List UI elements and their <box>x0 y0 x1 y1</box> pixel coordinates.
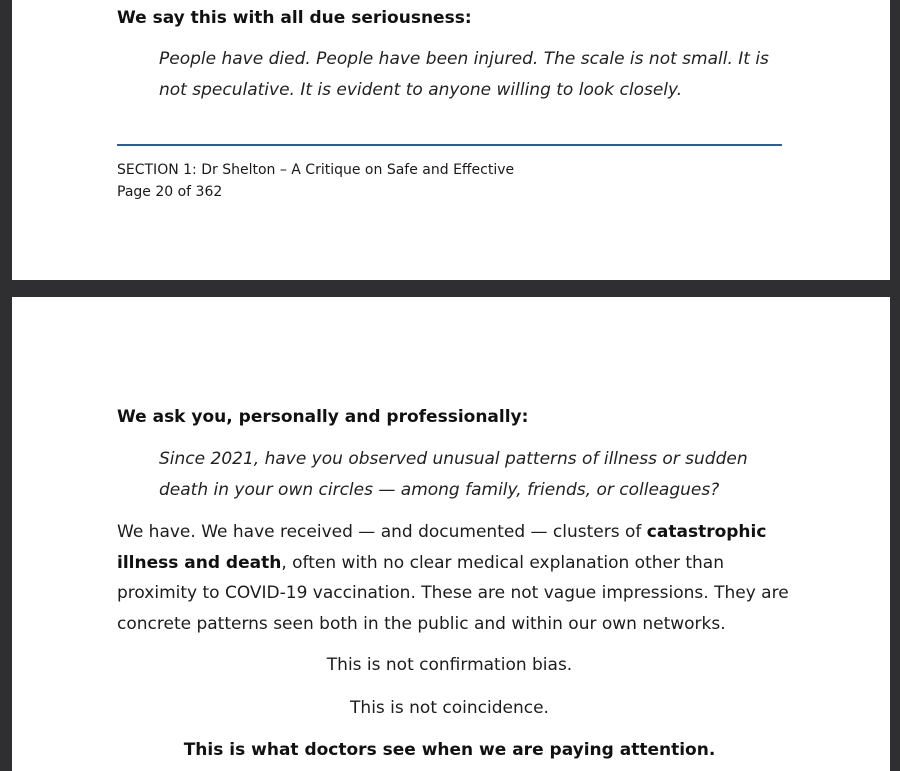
page-heading: We ask you, personally and professionally: <box>117 407 529 427</box>
paragraph-bold-phrase: catastrophic illness and death <box>117 522 767 573</box>
paragraph-text-start: We have. We have received — and documented — clusters of <box>117 522 647 542</box>
document-page-20 <box>12 0 890 280</box>
footer-divider <box>117 144 782 146</box>
page-heading: We say this with all due seriousness: <box>117 8 472 28</box>
italic-quote: Since 2021, have you observed unusual patterns of illness or sudden death in your own circles — among family, friends, or colleagues? <box>159 449 748 500</box>
body-paragraph <box>117 517 789 639</box>
paragraph-text-end: , often with no clear medical explanation other than proximity to COVID-19 vaccination. These are not vague impressions. They are concrete patterns seen both in the public and within our own networks. <box>117 552 789 634</box>
italic-quote: People have died. People have been injured. The scale is not small. It is not speculative. It is evident to anyone willing to look closely. <box>159 49 769 100</box>
statement-line: This is not coincidence. <box>350 698 549 718</box>
statement-line: This is not confirmation bias. <box>326 655 573 675</box>
footer-page-number: Page 20 of 362 <box>117 184 223 200</box>
footer-section-title: SECTION 1: Dr Shelton – A Critique on Safe and Effective <box>117 162 515 178</box>
statement-line-bold: This is what doctors see when we are paying attention. <box>183 740 716 760</box>
document-page-21 <box>12 297 890 771</box>
